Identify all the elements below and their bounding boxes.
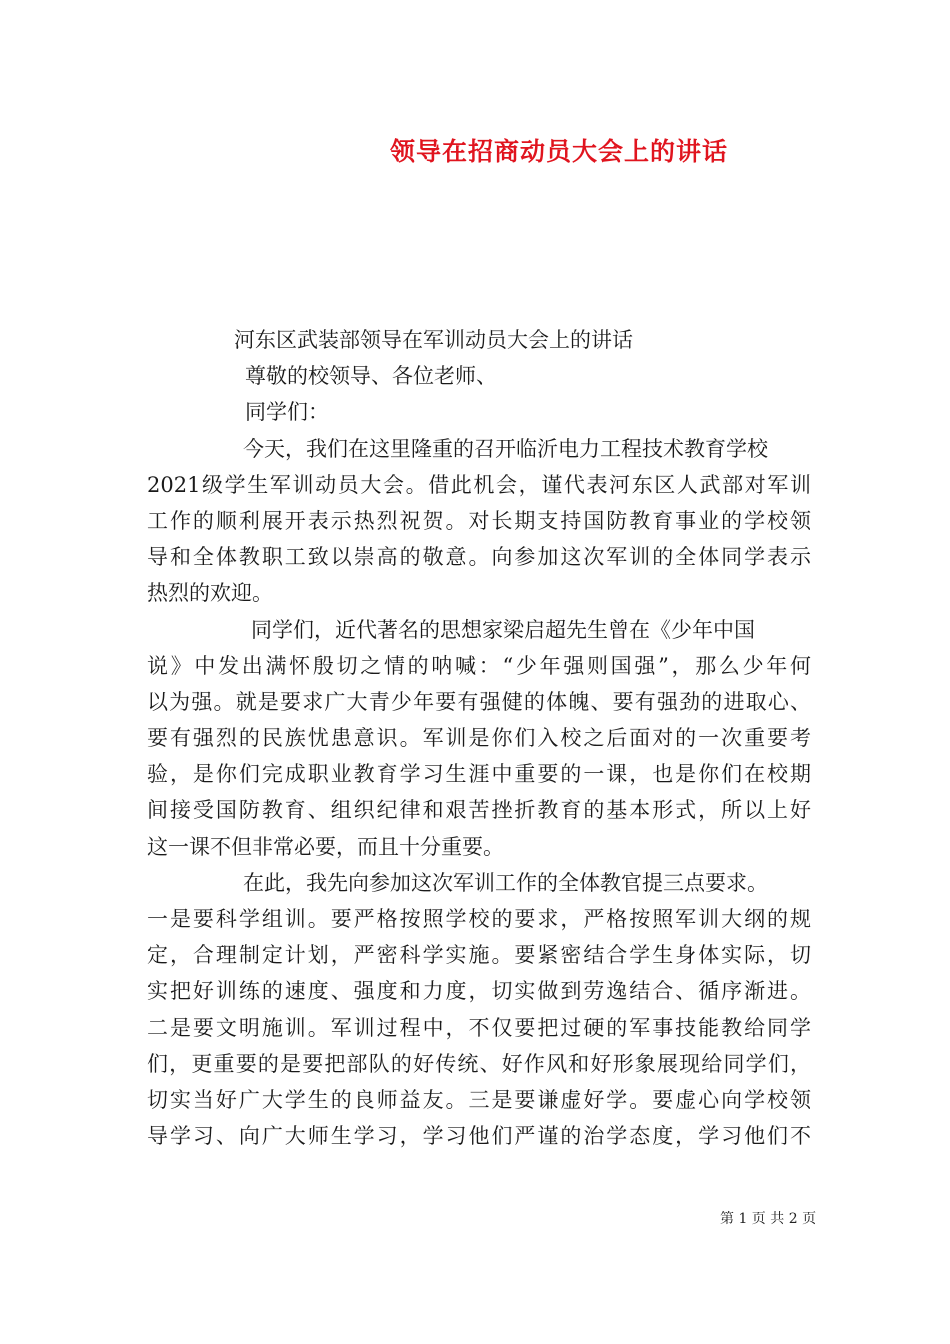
- paragraph-line: 以为强。就是要求广大青少年要有强健的体魄、要有强劲的进取心、: [147, 689, 811, 714]
- paragraph-line: 们，更重要的是要把部队的好传统、好作风和好形象展现给同学们，: [147, 1051, 811, 1076]
- paragraph: [147, 612, 811, 865]
- paragraph-line: 今天，我们在这里隆重的召开临沂电力工程技术教育学校: [243, 436, 768, 461]
- paragraph-line: 实把好训练的速度、强度和力度，切实做到劳逸结合、循序渐进。: [147, 979, 811, 1004]
- greeting-line: 同学们：: [245, 400, 329, 425]
- paragraph: [147, 865, 811, 1155]
- paragraph-line: 导学习、向广大师生学习，学习他们严谨的治学态度，学习他们不: [147, 1124, 811, 1149]
- paragraph-line: 2021级学生军训动员大会。借此机会，谨代表河东区人武部对军训: [147, 472, 811, 497]
- paragraph-line: 定，合理制定计划，严密科学实施。要紧密结合学生身体实际，切: [147, 943, 811, 968]
- paragraph-line: 间接受国防教育、组织纪律和艰苦挫折教育的基本形式，所以上好: [147, 798, 811, 823]
- paragraph-line: 一是要科学组训。要严格按照学校的要求，严格按照军训大纲的规: [147, 907, 811, 931]
- paragraph-line: 这一课不但非常必要，而且十分重要。: [147, 834, 504, 859]
- paragraph-line: 二是要文明施训。军训过程中，不仅要把过硬的军事技能教给同学: [147, 1015, 811, 1040]
- paragraph-line: 导和全体教职工致以崇高的敬意。向参加这次军训的全体同学表示: [147, 545, 811, 570]
- paragraph-line: 验，是你们完成职业教育学习生涯中重要的一课，也是你们在校期: [147, 762, 811, 787]
- paragraph: [147, 431, 811, 612]
- document-title: 领导在招商动员大会上的讲话: [390, 137, 729, 166]
- paragraph-line: 切实当好广大学生的良师益友。三是要谦虚好学。要虚心向学校领: [147, 1087, 811, 1112]
- paragraph-line: 要有强烈的民族忧患意识。军训是你们入校之后面对的一次重要考: [147, 726, 811, 751]
- paragraph-line: 同学们，近代著名的思想家梁启超先生曾在《少年中国: [251, 617, 755, 642]
- page-number: 第 1 页 共 2 页: [720, 1211, 817, 1227]
- paragraph-line: 工作的顺利展开表示热烈祝贺。对长期支持国防教育事业的学校领: [147, 508, 811, 533]
- paragraph-line: 在此，我先向参加这次军训工作的全体教官提三点要求。: [243, 870, 768, 895]
- paragraph-line: 热烈的欢迎。: [147, 581, 273, 606]
- greeting-line: 尊敬的校领导、各位老师、: [245, 364, 497, 389]
- paragraph-line: 说》中发出满怀殷切之情的呐喊：“少年强则国强”，那么少年何: [147, 653, 811, 678]
- speech-title: 河东区武装部领导在军训动员大会上的讲话: [234, 328, 633, 352]
- document-body: [147, 322, 811, 1154]
